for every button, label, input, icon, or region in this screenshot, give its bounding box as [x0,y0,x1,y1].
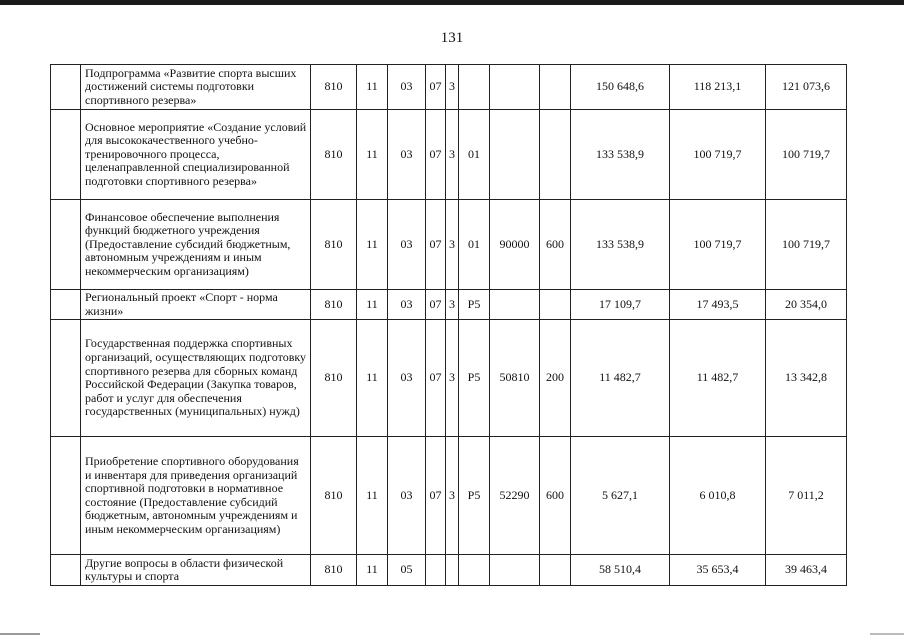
cell-direction [490,290,540,320]
cell-sum-1: 133 538,9 [571,110,670,200]
table-row [51,555,847,586]
row-name: Приобретение спортивного оборудования и инвентаря для приведения организаций спортивной подготовки в нормативное состояние (Предоставление субсидий бюджетным, автономным учреждениям и иным некоммерческим организациям) [81,437,311,555]
cell-program: 07 [426,290,446,320]
cell-direction: 52290 [490,437,540,555]
table-row [51,437,847,555]
cell-program [426,555,446,586]
cell-podrazdel: 05 [388,555,426,586]
cell-sum-2: 100 719,7 [670,200,766,290]
table-row [51,110,847,200]
cell-grbs: 810 [311,110,357,200]
scan-edge-mark [0,633,40,635]
cell-program: 07 [426,437,446,555]
cell-program: 07 [426,65,446,110]
cell-sum-3: 100 719,7 [766,110,847,200]
cell-razdel: 11 [357,200,388,290]
row-name: Финансовое обеспечение выполнения функций бюджетного учреждения (Предоставление субсидий бюджетным, автономным учреждениям и иным некоммерческим организациям) [81,200,311,290]
cell-podrazdel: 03 [388,290,426,320]
cell-main-activity: Р5 [459,320,490,437]
row-name: Региональный проект «Спорт - норма жизни» [81,290,311,320]
cell-sum-1: 133 538,9 [571,200,670,290]
cell-sum-3: 100 719,7 [766,200,847,290]
cell-grbs: 810 [311,200,357,290]
cell-sum-2: 118 213,1 [670,65,766,110]
cell-subprogram: 3 [446,437,459,555]
cell-podrazdel: 03 [388,65,426,110]
cell-grbs: 810 [311,320,357,437]
cell-razdel: 11 [357,555,388,586]
cell-expense-type: 200 [540,320,571,437]
cell-program: 07 [426,200,446,290]
cell-direction [490,555,540,586]
table-row [51,200,847,290]
cell-subprogram: 3 [446,65,459,110]
scan-edge-mark [870,633,904,635]
cell-sum-3: 7 011,2 [766,437,847,555]
cell-subprogram: 3 [446,200,459,290]
cell-expense-type [540,290,571,320]
table-cell-blank [51,437,81,555]
cell-sum-3: 39 463,4 [766,555,847,586]
cell-sum-2: 6 010,8 [670,437,766,555]
cell-razdel: 11 [357,437,388,555]
cell-expense-type: 600 [540,437,571,555]
table-cell-blank [51,555,81,586]
cell-program: 07 [426,110,446,200]
cell-podrazdel: 03 [388,110,426,200]
cell-direction [490,110,540,200]
cell-podrazdel: 03 [388,320,426,437]
cell-sum-2: 11 482,7 [670,320,766,437]
table-cell-blank [51,200,81,290]
cell-subprogram: 3 [446,110,459,200]
cell-expense-type: 600 [540,200,571,290]
cell-subprogram: 3 [446,320,459,437]
cell-direction [490,65,540,110]
cell-grbs: 810 [311,555,357,586]
cell-sum-3: 121 073,6 [766,65,847,110]
cell-main-activity: 01 [459,200,490,290]
cell-podrazdel: 03 [388,437,426,555]
cell-razdel: 11 [357,290,388,320]
cell-main-activity: Р5 [459,290,490,320]
cell-sum-3: 20 354,0 [766,290,847,320]
cell-sum-2: 17 493,5 [670,290,766,320]
cell-direction: 50810 [490,320,540,437]
table-row [51,65,847,110]
cell-expense-type [540,555,571,586]
table-row [51,320,847,437]
cell-sum-1: 17 109,7 [571,290,670,320]
row-name: Государственная поддержка спортивных организаций, осуществляющих подготовку спортивного резерва для сборных команд Российской Федерации (Закупка товаров, работ и услуг для обеспечения государственных (муниципальных) нужд) [81,320,311,437]
table-cell-blank [51,320,81,437]
cell-sum-1: 58 510,4 [571,555,670,586]
cell-razdel: 11 [357,65,388,110]
budget-table [50,64,847,586]
cell-subprogram: 3 [446,290,459,320]
cell-grbs: 810 [311,437,357,555]
cell-grbs: 810 [311,65,357,110]
cell-razdel: 11 [357,110,388,200]
cell-expense-type [540,65,571,110]
cell-main-activity [459,65,490,110]
cell-sum-2: 100 719,7 [670,110,766,200]
scan-top-border [0,0,904,5]
cell-main-activity: Р5 [459,437,490,555]
cell-sum-1: 5 627,1 [571,437,670,555]
row-name: Основное мероприятие «Создание условий для высококачественного учебно-тренировочного процесса, целенаправленной специализированной подготовки спортивного резерва» [81,110,311,200]
table-cell-blank [51,290,81,320]
cell-sum-1: 150 648,6 [571,65,670,110]
page-number: 131 [440,30,464,46]
cell-main-activity [459,555,490,586]
cell-sum-3: 13 342,8 [766,320,847,437]
cell-main-activity: 01 [459,110,490,200]
cell-razdel: 11 [357,320,388,437]
table-cell-blank [51,110,81,200]
cell-expense-type [540,110,571,200]
cell-direction: 90000 [490,200,540,290]
table-cell-blank [51,65,81,110]
cell-grbs: 810 [311,290,357,320]
cell-program: 07 [426,320,446,437]
cell-podrazdel: 03 [388,200,426,290]
row-name: Подпрограмма «Развитие спорта высших достижений системы подготовки спортивного резерва» [81,65,311,110]
cell-sum-1: 11 482,7 [571,320,670,437]
cell-sum-2: 35 653,4 [670,555,766,586]
cell-subprogram [446,555,459,586]
row-name: Другие вопросы в области физической культуры и спорта [81,555,311,586]
table-row [51,290,847,320]
